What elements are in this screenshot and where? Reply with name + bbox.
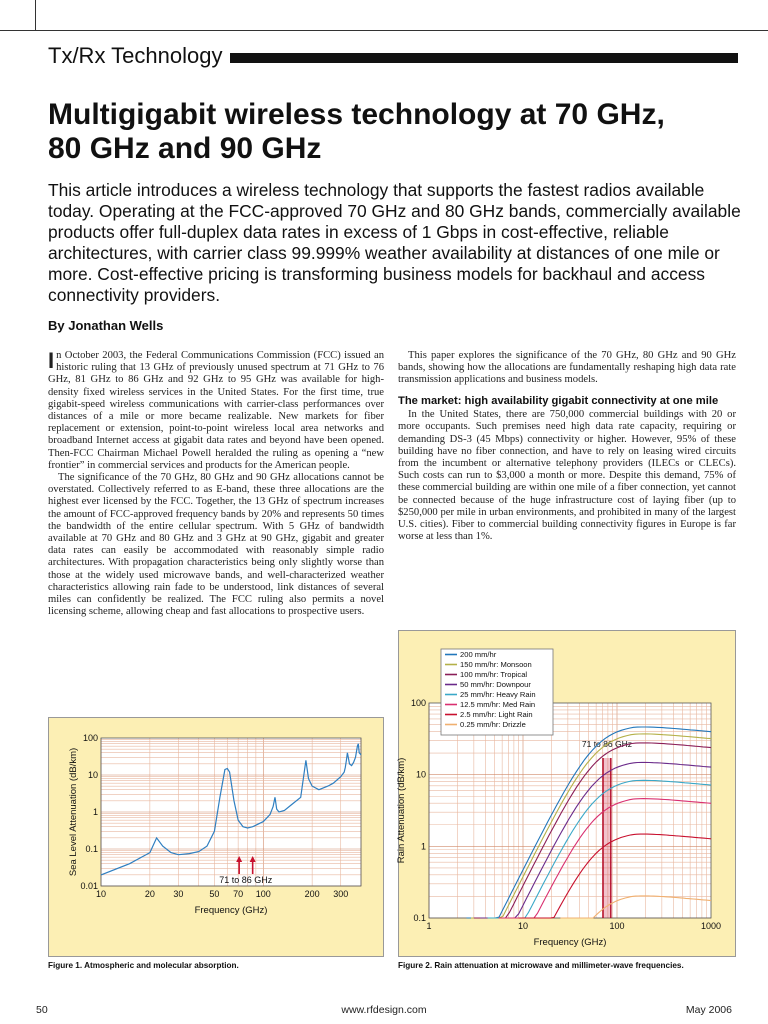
figure-2-caption: Figure 2. Rain attenuation at microwave and millimeter-wave frequencies.	[398, 961, 684, 970]
paragraph-1	[48, 350, 384, 472]
legend-label: 25 mm/hr: Heavy Rain	[460, 690, 536, 699]
figure-1-caption: Figure 1. Atmospheric and molecular absorption.	[48, 961, 239, 970]
x-tick-label: 10	[95, 889, 107, 899]
y-tick-label: 0.1	[85, 844, 98, 854]
section-subhead: The market: high availability gigabit connectivity at one mile	[398, 394, 719, 407]
legend-label: 12.5 mm/hr: Med Rain	[460, 700, 536, 709]
x-tick-label: 1000	[700, 921, 722, 931]
y-tick-label: 100	[82, 733, 98, 743]
column-right	[398, 350, 736, 543]
legend-label: 0.25 mm/hr: Drizzle	[460, 720, 526, 729]
band-annotation: 71 to 86 GHz	[581, 739, 632, 749]
paragraph-3: This paper explores the significance of the 70 GHz, 80 GHz and 90 GHz bands, showing how the allocations are fundamentally reshaping high data rate transmission applications and business models.	[398, 350, 736, 386]
x-tick-label: 100	[255, 889, 271, 899]
figure-2-panel	[398, 630, 736, 957]
y-tick-label: 0.01	[80, 881, 98, 891]
section-rule	[230, 53, 738, 63]
y-axis-label: Sea Level Attenuation (dB/km)	[68, 747, 79, 877]
x-axis-label: Frequency (GHz)	[194, 905, 268, 916]
byline: By Jonathan Wells	[48, 318, 164, 333]
band-highlight	[603, 758, 611, 918]
y-tick-label: 100	[410, 698, 426, 708]
legend-label: 100 mm/hr: Tropical	[460, 670, 528, 679]
section-header	[48, 42, 738, 70]
y-tick-label: 0.1	[413, 913, 426, 923]
band-annotation: 71 to 86 GHz	[219, 875, 273, 885]
column-left	[48, 350, 384, 618]
y-tick-label: 10	[87, 770, 98, 780]
footer-url: www.rfdesign.com	[341, 1004, 427, 1016]
x-tick-label: 200	[304, 889, 320, 899]
x-tick-label: 70	[233, 889, 244, 899]
paragraph-2: The significance of the 70 GHz, 80 GHz and 90 GHz allocations cannot be overstated. Collectively referred to as E-band, these three allocations are the highest ever licensed by the FCC. Together, the 13 GHz of spectrum increases the amount of FCC-approved frequency bands by 20% and represents 50 times the bandwidth of the entire cellular spectrum. With 5 GHz of bandwidth available at 70 GHz and 80 GHz and 3 GHz at 90 GHz, gigabit and greater data rates can easily be accommodated with reasonably simple radio architectures. With propagation characteristics being only slightly worse than those at the widely used microwave bands, and well-characterized weather characteristics allowing rain fade to be understood, link distances of several miles can confidently be realized. The FCC ruling also permits a novel licensing scheme, allowing cheap and fast allocations to prospective users.	[48, 472, 384, 618]
x-tick-label: 300	[333, 889, 349, 899]
legend-label: 50 mm/hr: Downpour	[460, 680, 531, 689]
legend-label: 200 mm/hr	[460, 650, 497, 659]
drop-cap: I	[48, 348, 55, 373]
y-tick-label: 1	[420, 841, 426, 852]
x-tick-label: 1	[426, 921, 432, 931]
figure-1-chart	[49, 718, 383, 956]
page-number: 50	[36, 1004, 48, 1016]
y-tick-label: 10	[415, 769, 426, 780]
legend-label: 2.5 mm/hr: Light Rain	[460, 710, 533, 719]
figure-1-panel	[48, 717, 384, 957]
y-axis-label: Rain Attenuation (dB/km)	[396, 757, 407, 864]
figure-2-chart	[396, 631, 735, 956]
x-tick-label: 10	[517, 921, 529, 931]
legend-label: 150 mm/hr: Monsoon	[460, 660, 532, 669]
title-line-2: 80 GHz and 90 GHz	[48, 132, 322, 165]
y-tick-label: 1	[92, 807, 98, 817]
footer-date: May 2006	[685, 1004, 732, 1016]
x-axis-label: Frequency (GHz)	[533, 937, 607, 948]
title-line-1: Multigigabit wireless technology at 70 GHz,	[48, 98, 665, 131]
article-deck: This article introduces a wireless technology that supports the fastest radios available today. Operating at the FCC-approved 70 GHz and 80 GHz bands, commercially available products offer full-duplex data rates in excess of 1 Gbps in cost-effective, reliable architectures, with carrier class 99.999% weather availability at distances of one mile or more. Cost-effective pricing is transforming business models for backhaul and access connectivity providers.	[48, 180, 741, 305]
x-tick-label: 50	[209, 889, 220, 899]
article-title	[48, 98, 748, 166]
section-label: Tx/Rx Technology	[48, 43, 223, 68]
crop-mark-vertical	[35, 0, 36, 30]
paragraph-4: In the United States, there are 750,000 commercial buildings with 20 or more occupants. Such premises need high data rate capacity, requiring or demanding DS-3 (45 Mbps) connectivity or higher. However, 95% of these building have no fiber connection, and have to rely on leasing wired circuits from the incumbent or alternative telephony providers (ILECs or CLECs). Such costs can run to $3,000 a month or more. Despite this demand, 75% of these commercial building are within one mile of a fiber connection, yet cannot be connected because of the huge infrastructure cost of laying fiber (up to $250,000 per mile in urban environments, and prohibited in many of the largest U.S. cities). Fiber to commercial building connectivity figures in Europe is far worse at less than 1%.	[398, 409, 736, 543]
x-tick-label: 100	[609, 921, 625, 931]
crop-mark-horizontal	[0, 30, 768, 31]
x-tick-label: 30	[173, 889, 184, 899]
x-tick-label: 20	[144, 889, 155, 899]
paragraph-1-text: n October 2003, the Federal Communications Commission (FCC) issued an historic ruling that 13 GHz of previously unused spectrum at 71 GHz to 76 GHz, 81 GHz to 86 GHz and 92 GHz to 95 GHz was available for high-density fixed wireless services in the United States. For the first time, true gigabit-speed wireless communications with carrier-class performances over distances of a mile or more became realizable. New markets for fiber replacement or extension, point-to-point wireless local area networks and broadband Internet access at gigabit data rates and beyond have been opened. Then-FCC Chairman Michael Powell heralded the ruling as opening a “new frontier” in commercial services and products for the American people.	[48, 350, 384, 471]
